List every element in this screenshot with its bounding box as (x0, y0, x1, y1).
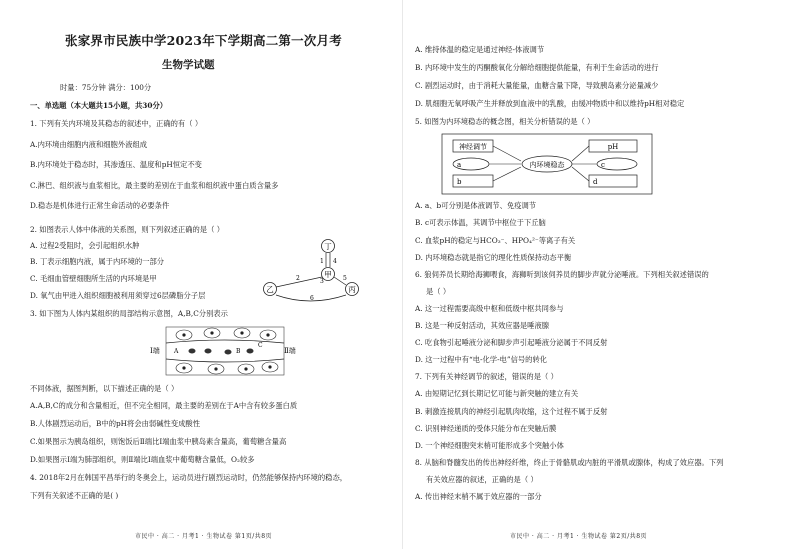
exam-subject: 生物学试题 (162, 59, 215, 71)
q4-option-b: B. 内环境中发生的丙酮酸氧化分解给细胞提供能量，有利于生命活动的进行 (415, 63, 659, 72)
q1-option-a: A.内环境由细胞内液和细胞外液组成 (30, 140, 148, 149)
q7-option-d: D. 一个神经细胞突末梢可能形成多个突触小体 (415, 441, 564, 450)
exam-title: 张家界市民族中学2023年下学期高二第一次月考 (65, 33, 342, 48)
homeostasis-label: 内环境稳态 (529, 161, 565, 169)
cell-nucleus (210, 331, 213, 334)
node-yi-label: 乙 (266, 285, 274, 294)
q3-option-a: A.A,B,C的成分和含量相近，但不完全相同，最主要的差别在于A中含有较多蛋白质 (30, 401, 298, 410)
question-4-cont: 下列有关叙述不正确的是( ) (30, 491, 119, 500)
q6-option-b: B. 这是一种反射活动，其效应器是唾液腺 (415, 321, 550, 330)
blank-c: c (601, 161, 605, 169)
node-bing-label: 丙 (348, 285, 356, 294)
connector (493, 167, 521, 181)
q4-option-c: C. 剧烈运动时，由于消耗大量能量，血糖含量下降，导致胰岛素分泌量减少 (415, 81, 659, 90)
blank-b: b (457, 178, 462, 186)
q2-option-a: A. 过程2受阻时，会引起组织水肿 (30, 241, 140, 250)
fluid-relationship-diagram (260, 237, 360, 303)
q7-option-c: C. 识别神经递质的受体只能分布在突触后膜 (415, 424, 557, 433)
q5-option-a: A. a、b可分别是体液调节、免疫调节 (415, 201, 537, 210)
q5-option-c: C. 血浆pH的稳定与HCO₃⁻、HPO₄²⁻等离子有关 (415, 236, 576, 245)
label-1: 1 (320, 258, 324, 265)
label-3: 3 (320, 278, 324, 285)
connector (572, 146, 589, 161)
end-ii-label: Ⅱ端 (284, 347, 296, 355)
q7-option-a: A. 由短期记忆到长期记忆可能与新突触的建立有关 (415, 389, 579, 398)
exam-meta: 时量：75分钟 满分：100分 (60, 83, 152, 92)
q1-option-c: C.淋巴、组织液与血浆相比，最主要的差别在于血浆和组织液中蛋白质含量多 (30, 181, 279, 190)
q3-option-b: B.人体剧烈运动后，B中的pH将会由弱碱性变成酸性 (30, 419, 201, 428)
q6-option-c: C. 吃食物引起唾液分泌和脚步声引起唾液分泌属于不同反射 (415, 338, 608, 347)
connector (493, 146, 521, 161)
question-4: 4. 2018年2月在韩国平昌举行的冬奥会上，运动员进行剧烈运动时，仍然能够保持内环境的稳态， (30, 473, 348, 482)
footer-right: 市民中 · 高二 · 月考1 · 生物试卷 第2页/共8页 (510, 533, 648, 540)
q1-option-d: D.稳态是机体进行正常生命活动的必要条件 (30, 201, 170, 210)
q5-option-b: B. c可表示体温，其调节中枢位于下丘脑 (415, 218, 546, 227)
q2-option-d: D. 氧气由甲进入组织细胞被利用须穿过6层磷脂分子层 (30, 291, 206, 300)
cell-nucleus (266, 333, 269, 336)
label-5: 5 (343, 275, 347, 282)
question-1: 1. 下列有关内环境及其稳态的叙述中，正确的有（ ） (30, 119, 203, 128)
capillary-wall-top (166, 340, 284, 343)
node-ding-label: 丁 (324, 242, 332, 251)
blood-cell (205, 349, 212, 354)
cell-nucleus (244, 367, 247, 370)
end-i-label: Ⅰ端 (150, 347, 160, 355)
q7-option-b: B. 刺激连接肌肉的神经引起肌肉收缩，这个过程不属于反射 (415, 407, 608, 416)
cell-nucleus (268, 365, 271, 368)
section-heading: 一、单选题（本大题共15小题，共30分） (30, 101, 168, 110)
cell-nucleus (182, 366, 185, 369)
q2-option-b: B. 丁表示细胞内液，属于内环境的一部分 (30, 257, 165, 266)
q6-option-d: D. 这一过程中有“电-化学-电”信号的转化 (415, 355, 548, 364)
q4-option-d: D. 肌细胞无氧呼吸产生并释放到血液中的乳酸，由缓冲物质中和以维持pH相对稳定 (415, 99, 685, 108)
tissue-structure-diagram (146, 323, 302, 379)
question-8-cont: 有关效应器的叙述，正确的是（ ） (426, 475, 538, 484)
label-4: 4 (333, 258, 337, 265)
box-nerve-label: 神经调节 (459, 143, 487, 151)
question-6: 6. 狼伺养员长期给海狮喂食，海狮听到该伺养员的脚步声就分泌唾液。下列相关叙述错误的 (415, 270, 709, 279)
q3-option-d: D.如果图示Ⅰ端为肺部组织，则Ⅱ端比Ⅰ端血浆中葡萄糖含量低，O₂较多 (30, 455, 255, 464)
homeostasis-concept-map (441, 133, 653, 195)
page-divider (402, 0, 403, 549)
q5-option-d: D. 内环境稳态就是指它的理化性质保持动态平衡 (415, 253, 572, 262)
blank-d: d (593, 178, 598, 186)
q2-option-c: C. 毛细血管壁细胞所生活的内环境是甲 (30, 274, 157, 283)
label-6: 6 (310, 295, 314, 302)
capillary-wall-bottom (166, 359, 284, 362)
question-6-cont: 是（ ） (426, 287, 451, 296)
connector (572, 167, 589, 181)
blood-cell (225, 350, 232, 355)
question-3-cont: 不同体液，据图判断，以下描述正确的是（ ） (30, 384, 179, 393)
letter-b: B (236, 348, 241, 355)
blood-cell (247, 349, 254, 354)
q8-option-a: A. 传出神经末梢不属于效应器的一部分 (415, 492, 542, 501)
question-7: 7. 下列有关神经调节的叙述，错误的是（ ） (415, 372, 558, 381)
question-8: 8. 从脑和脊髓发出的传出神经纤维，终止于骨骼肌或内脏的平滑肌或腺体，构成了效应器。下列 (415, 458, 724, 467)
cell-nucleus (240, 331, 243, 334)
label-2: 2 (296, 275, 300, 282)
node-jia-label: 甲 (324, 270, 332, 279)
letter-a: A (174, 348, 179, 355)
q3-option-c: C.如果图示为胰岛组织，则饱饭后Ⅱ端比Ⅰ端血浆中胰岛素含量高，葡萄糖含量高 (30, 437, 287, 446)
footer-left: 市民中 · 高二 · 月考1 · 生物试卷 第1页/共8页 (135, 533, 273, 540)
blank-a: a (457, 161, 462, 169)
question-5: 5. 如图为内环境稳态的概念图，相关分析错误的是（ ） (415, 117, 595, 126)
cell-nucleus (182, 333, 185, 336)
box-ph-label: pH (607, 143, 619, 151)
q1-option-b: B.内环境处于稳态时，其渗透压、温度和pH恒定不变 (30, 160, 202, 169)
letter-c: C (258, 342, 263, 349)
q4-option-a: A. 维持体温的稳定是通过神经-体液调节 (415, 45, 545, 54)
question-2: 2. 如图表示人体中体液的关系图，则下列叙述正确的是（ ） (30, 225, 225, 234)
blood-cell (189, 349, 196, 354)
q6-option-a: A. 这一过程需要高级中枢和低级中枢共同参与 (415, 304, 564, 313)
question-3: 3. 如下图为人体内某组织的局部结构示意图，A,B,C分别表示 (30, 309, 228, 318)
cell-nucleus (214, 367, 217, 370)
